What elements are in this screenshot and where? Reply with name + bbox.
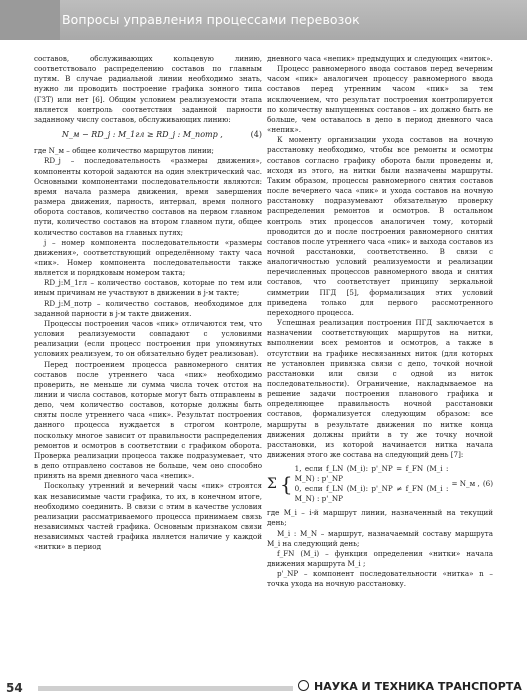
sum-sign: Σ bbox=[267, 476, 277, 493]
journal-name-text: НАУКА И ТЕХНИКА ТРАНСПОРТА bbox=[314, 680, 522, 693]
paragraph: RD_j:M_потр – количество составов, необходимое для заданной парности в j-м такте движения. bbox=[34, 298, 262, 318]
paragraph: RD_j:M_1гл – количество составов, которые по тем или иным причинам не участвуют в движении в j-м такте; bbox=[34, 278, 262, 298]
formula-expression: N_м − RD_j : M_1гл ≥ RD_j : M_потр , bbox=[61, 130, 223, 140]
paragraph: Процесс равномерного ввода составов перед вечерним часом «пик» аналогичен процессу равномерного ввода составов перед утренним часом «пик» за тем исключением, что результат построения контролируется по количеству выпущенных составов – их должно быть не больше, чем оставалось в депо в период дневного часа «непик». bbox=[267, 64, 493, 135]
paragraph: Успешная реализация построения ПГД заключается в назначении соответствующих маршрутов на нитки, выполнении всех ремонтов и осмотров, а также в отсутствии на графике несвязанных ниток (для которых не установлен привязка связи с депо, точкой ночной расстановки или связи с одной из ниток последовательности). Ограничение, накладываемое на решение задачи построения планового графика и определяющее правильность ночной расстановки составов, формализуется следующим образом: все маршруты в результате движения по нитке конца движения должны прийти в ту же точку ночной расстановки, из которой начинается нитка начала движения этого же состава на следующий день [7]: bbox=[267, 318, 493, 460]
paragraph: где M_i – i-й маршрут линии, назначенный на текущий день; bbox=[267, 508, 493, 528]
paragraph: Процессы построения часов «пик» отличаются тем, что условия реализуемости совпадают с условиями реализации (если процесс построения при упомянутых условиях реализуем, то он обязательно будет реализован). bbox=[34, 318, 262, 359]
paragraph: где N_м – общее количество маршрутов линии; bbox=[34, 146, 214, 156]
formula-4 bbox=[34, 130, 262, 140]
journal-name bbox=[300, 680, 522, 693]
page-footer bbox=[0, 676, 527, 699]
paragraph: К моменту организации ухода составов на ночную расстановку необходимо, чтобы все ремонты и осмотры составов согласно графику оборота были проведены и, исходя из этого, на нитки были назначены маршруты. Таким образом, процессы равномерного снятия составов после вечернего часа «пик» и ухода составов на ночную расстановку подразумевают обязательную проверку распределения ремонтов и осмотров. В остальном контроль этих процессов аналогичен тому, который проводится до и после построения равномерного снятия составов после утреннего часа «пик» и выхода составов из ночной расстановки, соответственно. В связи с аналогичностью условий реализуемости и реализации перечисленных процессов равномерного ввода и снятия составов, что соответствует принципу зеркальной симметрии ПГД [5], формализация этих условий приведена только для первого рассмотренного переходного процесса. bbox=[267, 135, 493, 317]
left-column bbox=[34, 54, 262, 553]
formula-case: 0, если f_LN (M_i): p'_NP ≠ f_FN (M_i : M_N) : p'_NP bbox=[294, 484, 449, 504]
page-number: 54 bbox=[6, 681, 23, 695]
paragraph: RD_j – последовательность «размеры движения», компоненты которой задаются на один электрический час. Основными компонентами последовательности являются: время начала размера движения, время завершения размера движения, парность, интервал, время полного оборота составов, количество составов на первом главном пути, количество составов на втором главном пути, общее количество составов на главных путях; bbox=[34, 156, 262, 237]
header-strip bbox=[0, 0, 60, 40]
paragraph: Перед построением процесса равномерного снятия составов после утреннего часа «пик» необходимо проверить, не меньше ли сумма числа точек отстоя на линии и числа составов, которые могут быть отправлены в депо, чем количество составов, которые должны быть сняты после утреннего часа «пик». Результат построения данного процесса нуждается в строгом контроле, поскольку многое зависит от правильности распределения ремонтов и осмотров в соответствии с графиком оборота. Проверка реализации процесса также подразумевает, что в депо отправлено составов не больше, чем оно способно принять на время дневного часа «непик». bbox=[34, 359, 262, 481]
formula-cases bbox=[295, 464, 449, 504]
page-header bbox=[0, 0, 527, 40]
formula-number: (6) bbox=[482, 479, 493, 489]
brace: { bbox=[279, 472, 293, 497]
right-column bbox=[267, 54, 493, 590]
section-title: Вопросы управления процессами перевозок bbox=[62, 12, 360, 27]
formula-6 bbox=[267, 464, 493, 504]
formula-case: 1, если f_LN (M_i): p'_NP = f_FN (M_i : M_N) : p'_NP bbox=[294, 464, 449, 484]
paragraph: составов, обслуживающих кольцевую линию, соответствовало распределению составов по главным путям. В случае радиальной линии необходимо знать, нужно ли проводить построение графика зонного типа (ГЗТ) или нет [6]. Общим условием реализуемости этапа является контроль соответствия заданной парности заданному числу составов, обслуживающих линию: bbox=[34, 54, 262, 124]
paragraph: M_i : M_N – маршрут, назначаемый составу маршрута M_i на следующий день; bbox=[267, 528, 493, 548]
paragraph: дневного часа «непик» предыдущих и следующих «ниток». bbox=[267, 54, 493, 63]
formula-tail: = N_м , bbox=[451, 479, 480, 489]
paragraph: j – номер компонента последовательности «размеры движения», соответствующий определённому такту часа «пик». Номер компонента последовательности также является и порядковым номером такта; bbox=[34, 237, 262, 278]
formula-number: (4) bbox=[250, 130, 262, 140]
paragraph: Поскольку утренний и вечерний часы «пик» строятся как независимые части графика, то их, в конечном итоге, необходимо соединить. В связи с этим в качестве условия реализации рассматриваемого процесса принимаем связь независимых частей графика. Основным признаком связи независимых частей графика является наличие у каждой «нитки» в период bbox=[34, 481, 262, 552]
paragraph: f_FN (M_i) – функция определения «нитки» начала движения маршрута M_i ; bbox=[267, 548, 493, 569]
footer-bar bbox=[38, 686, 293, 691]
paragraph: p'_NP – компонент последовательности «нитка» n – точка ухода на ночную расстановку. bbox=[267, 569, 493, 589]
